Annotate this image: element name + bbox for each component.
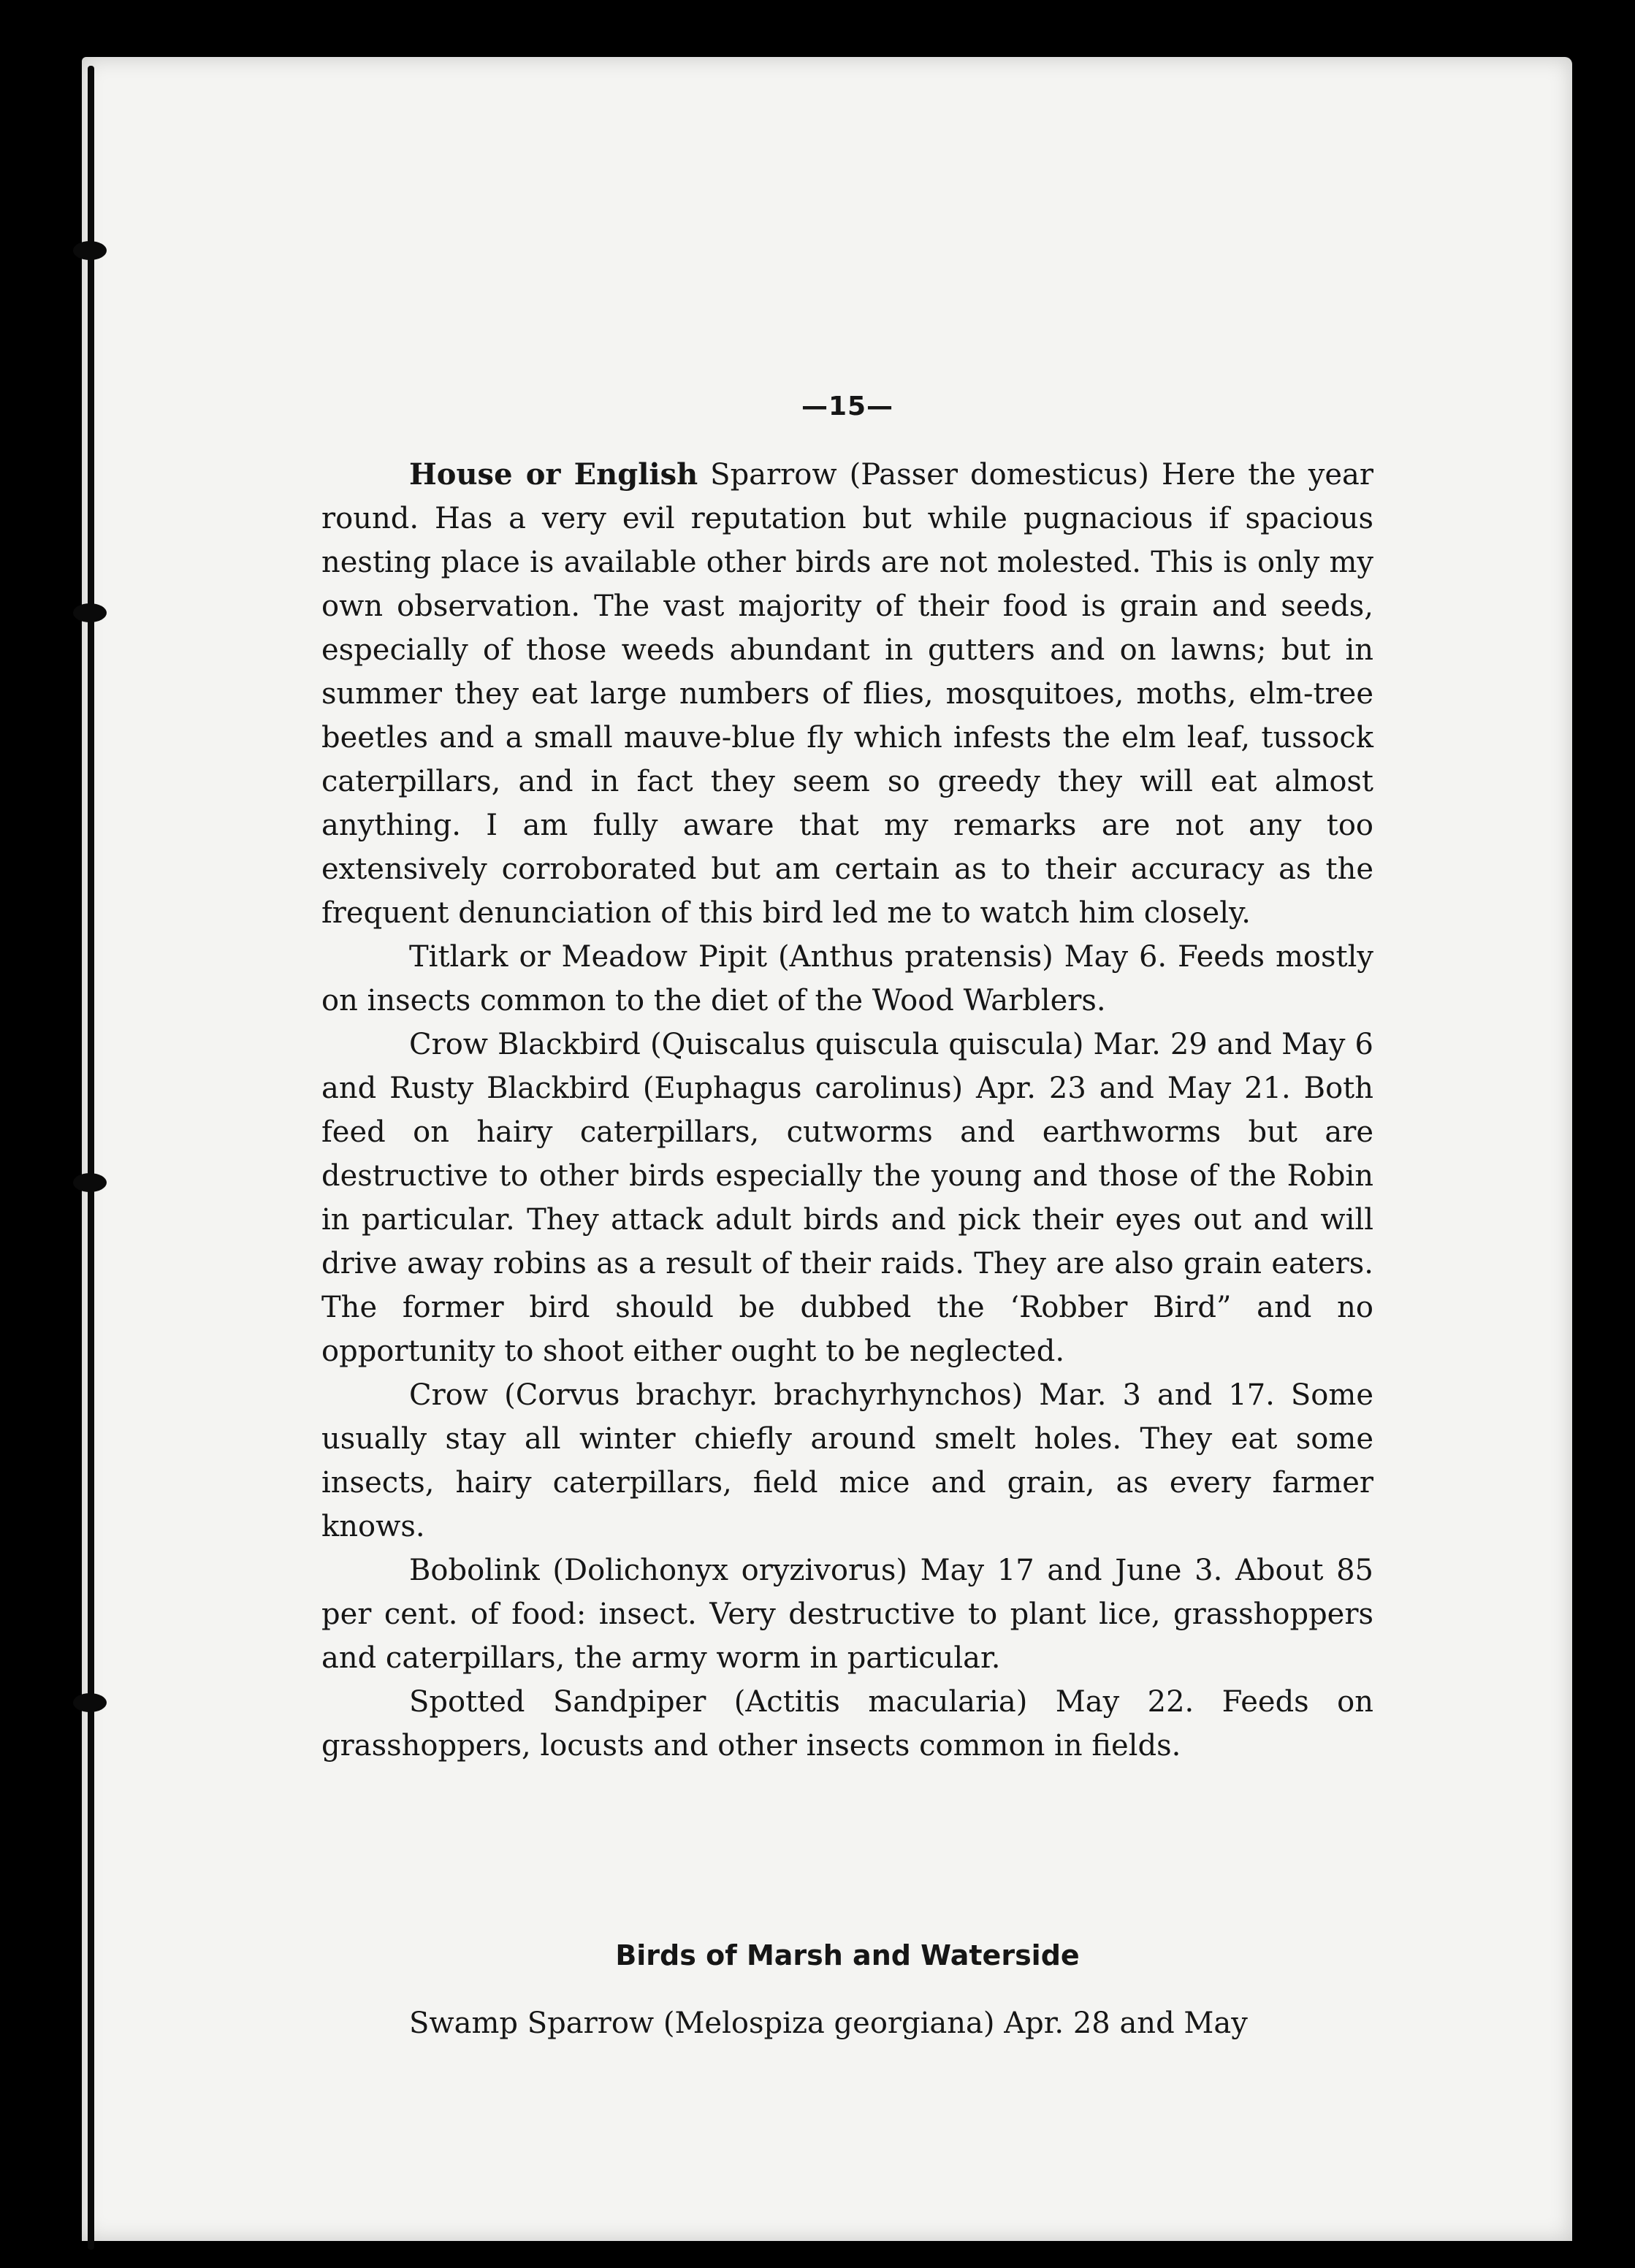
paragraph-crow-blackbird: Crow Blackbird (Quiscalus quiscula quiscula) Mar. 29 and May 6 and Rusty Blackbird (Euphagus carolinus) Apr. 23 and May 21. Both feed on hairy caterpillars, cutworms and earthworms but are destructive to other birds especially the young and those of the Robin in particular. They attack adult birds and pick their eyes out and will drive away robins as a result of their raids. They are also grain eaters. The former bird should be dubbed the ‘Robber Bird” and no opportunity to shoot either ought to be neglected. [321, 1028, 1373, 1368]
binding-stitch [73, 1693, 107, 1712]
binding-spine [88, 66, 94, 2250]
binding-stitch [73, 603, 107, 622]
body-text-continued [321, 2001, 1373, 2045]
paragraph-spotted-sandpiper: Spotted Sandpiper (Actitis macularia) May 22. Feeds on grasshoppers, locusts and other insects common in fields. [321, 1685, 1373, 1763]
binding-stitch [73, 1173, 107, 1192]
paragraph-crow: Crow (Corvus brachyr. brachyrhynchos) Mar. 3 and 17. Some usually stay all winter chiefly around smelt holes. They eat some insects, hairy caterpillars, field mice and grain, as every farmer knows. [321, 1378, 1373, 1543]
binding-stitch [73, 241, 107, 260]
paragraph-house-sparrow [321, 453, 1373, 935]
paragraph-titlark: Titlark or Meadow Pipit (Anthus pratensis) May 6. Feeds mostly on insects common to the diet of the Wood Warblers. [321, 940, 1373, 1017]
paragraph-bobolink: Bobolink (Dolichonyx oryzivorus) May 17 and June 3. About 85 per cent. of food: insect. Very destructive to plant lice, grasshoppers and caterpillars, the army worm in particular. [321, 1554, 1373, 1675]
paragraph-lead: House or English [409, 457, 698, 492]
paragraph-swamp-sparrow: Swamp Sparrow (Melospiza georgiana) Apr. 28 and May [409, 2007, 1248, 2040]
body-text [321, 453, 1373, 1768]
page-number: —15— [801, 392, 894, 421]
paragraph-text: Sparrow (Passer domesticus) Here the year round. Has a very evil reputation but while pugnacious if spacious nesting place is available other birds are not molested. This is only my own observation. The vast majority of their food is grain and seeds, especially of those weeds abundant in gutters and on lawns; but in summer they eat large numbers of flies, mosquitoes, moths, elm-tree beetles and a small mauve-blue fly which infests the elm leaf, tussock caterpillars, and in fact they seem so greedy they will eat almost anything. I am fully aware that my remarks are not any too extensively corroborated but am certain as to their accuracy as the frequent denunciation of this bird led me to watch him closely. [321, 458, 1373, 930]
section-heading: Birds of Marsh and Waterside [615, 1939, 1080, 1971]
